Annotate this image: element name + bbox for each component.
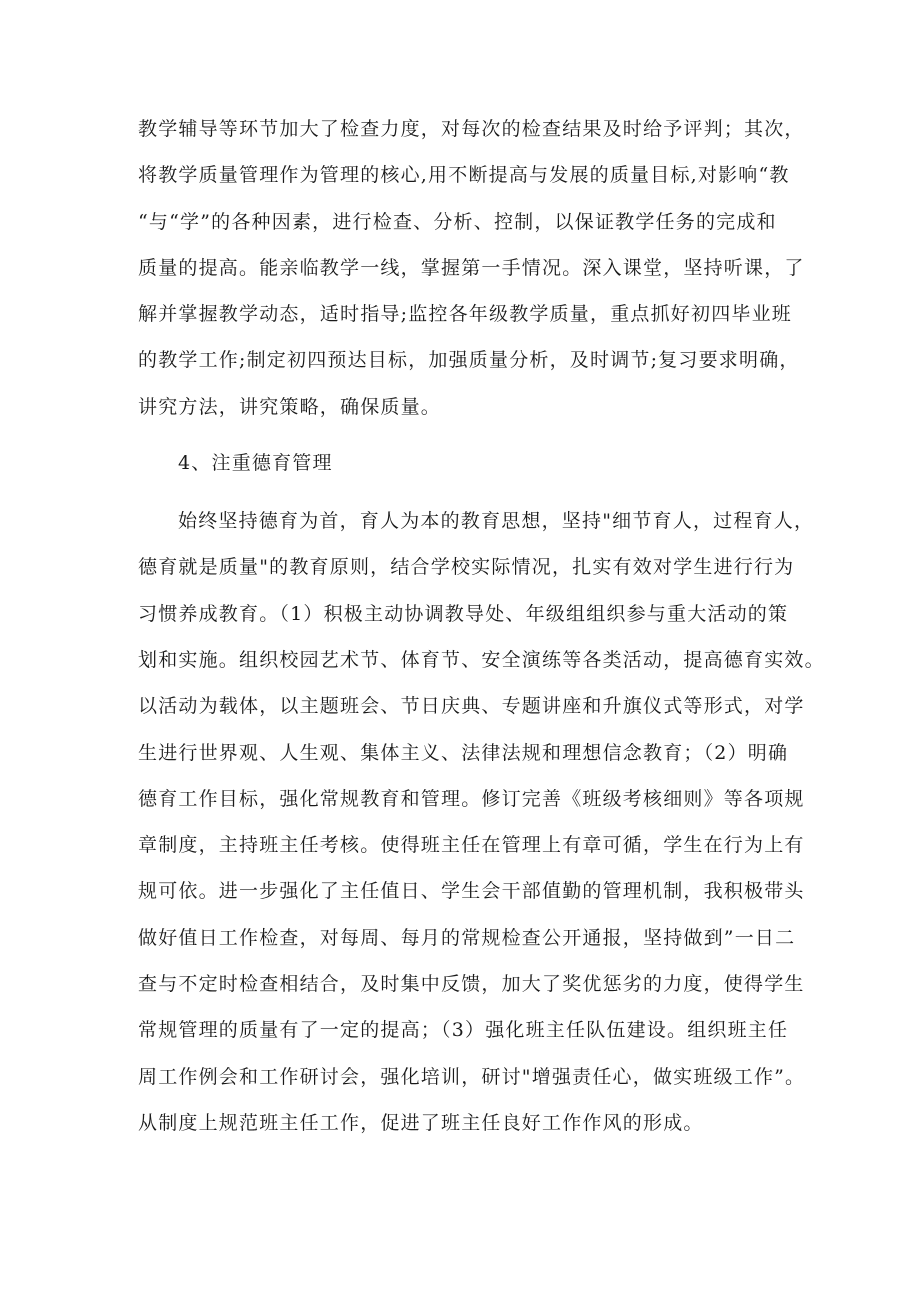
section-heading: 4、注重德育管理 (178, 452, 333, 475)
text-line: 生进行世界观、人生观、集体主义、法律法规和理想信念教育；（2）明确 (138, 741, 789, 764)
paragraph-moral-education (138, 498, 825, 1146)
text-line: 周工作例会和工作研讨会，强化培训，研讨"增强责任心，做实班级工作”。 (138, 1065, 806, 1088)
text-line: 讲究方法，讲究策略，确保质量。 (138, 395, 442, 418)
text-line: 从制度上规范班主任工作，促进了班主任良好工作作风的形成。 (138, 1111, 704, 1134)
text-line: 解并掌握教学动态，适时指导;监控各年级教学质量，重点抓好初四毕业班 (138, 303, 793, 326)
text-line: 查与不定时检查相结合，及时集中反馈，加大了奖优惩劣的力度，使得学生 (138, 973, 805, 996)
text-line: 教学辅导等环节加大了检查力度，对每次的检查结果及时给予评判；其次， (138, 118, 805, 140)
text-line: 德育就是质量"的教育原则，结合学校实际情况，扎实有效对学生进行行为 (138, 556, 795, 579)
text-line: 划和实施。组织校园艺术节、体育节、安全演练等各类活动，提高德育实效。 (138, 648, 825, 671)
text-line: 习惯养成教育。（1）积极主动协调教导处、年级组组织参与重大活动的策 (138, 602, 789, 625)
text-line: 质量的提高。能亲临教学一线，掌握第一手情况。深入课堂，坚持听课，了 (138, 256, 805, 279)
text-line: 做好值日工作检查，对每周、每月的常规检查公开通报，坚持做到”一日二 (138, 926, 796, 949)
text-line: 始终坚持德育为首，育人为本的教育思想，坚持"细节育人，过程育人， (178, 510, 815, 533)
text-line: 常规管理的质量有了一定的提高；（3）强化班主任队伍建设。组织班主任 (138, 1019, 789, 1042)
text-line: 的教学工作;制定初四预达目标，加强质量分析，及时调节;复习要求明确， (138, 349, 800, 372)
text-line: “与“学”的各种因素，进行检查、分析、控制，以保证教学任务的完成和 (138, 210, 777, 233)
text-line: 将教学质量管理作为管理的核心,用不断提高与发展的质量目标,对影响“教 (138, 164, 790, 187)
text-line: 德育工作目标，强化常规教育和管理。修订完善《班级考核细则》等各项规 (138, 787, 805, 810)
text-line: 规可依。进一步强化了主任值日、学生会干部值勤的管理机制，我积极带头 (138, 880, 805, 903)
text-line: 以活动为载体，以主题班会、节日庆典、专题讲座和升旗仪式等形式，对学 (138, 695, 805, 718)
text-line: 章制度，主持班主任考核。使得班主任在管理上有章可循，学生在行为上有 (138, 834, 805, 857)
paragraph-teaching-quality (138, 106, 805, 430)
document-body (138, 106, 825, 1146)
